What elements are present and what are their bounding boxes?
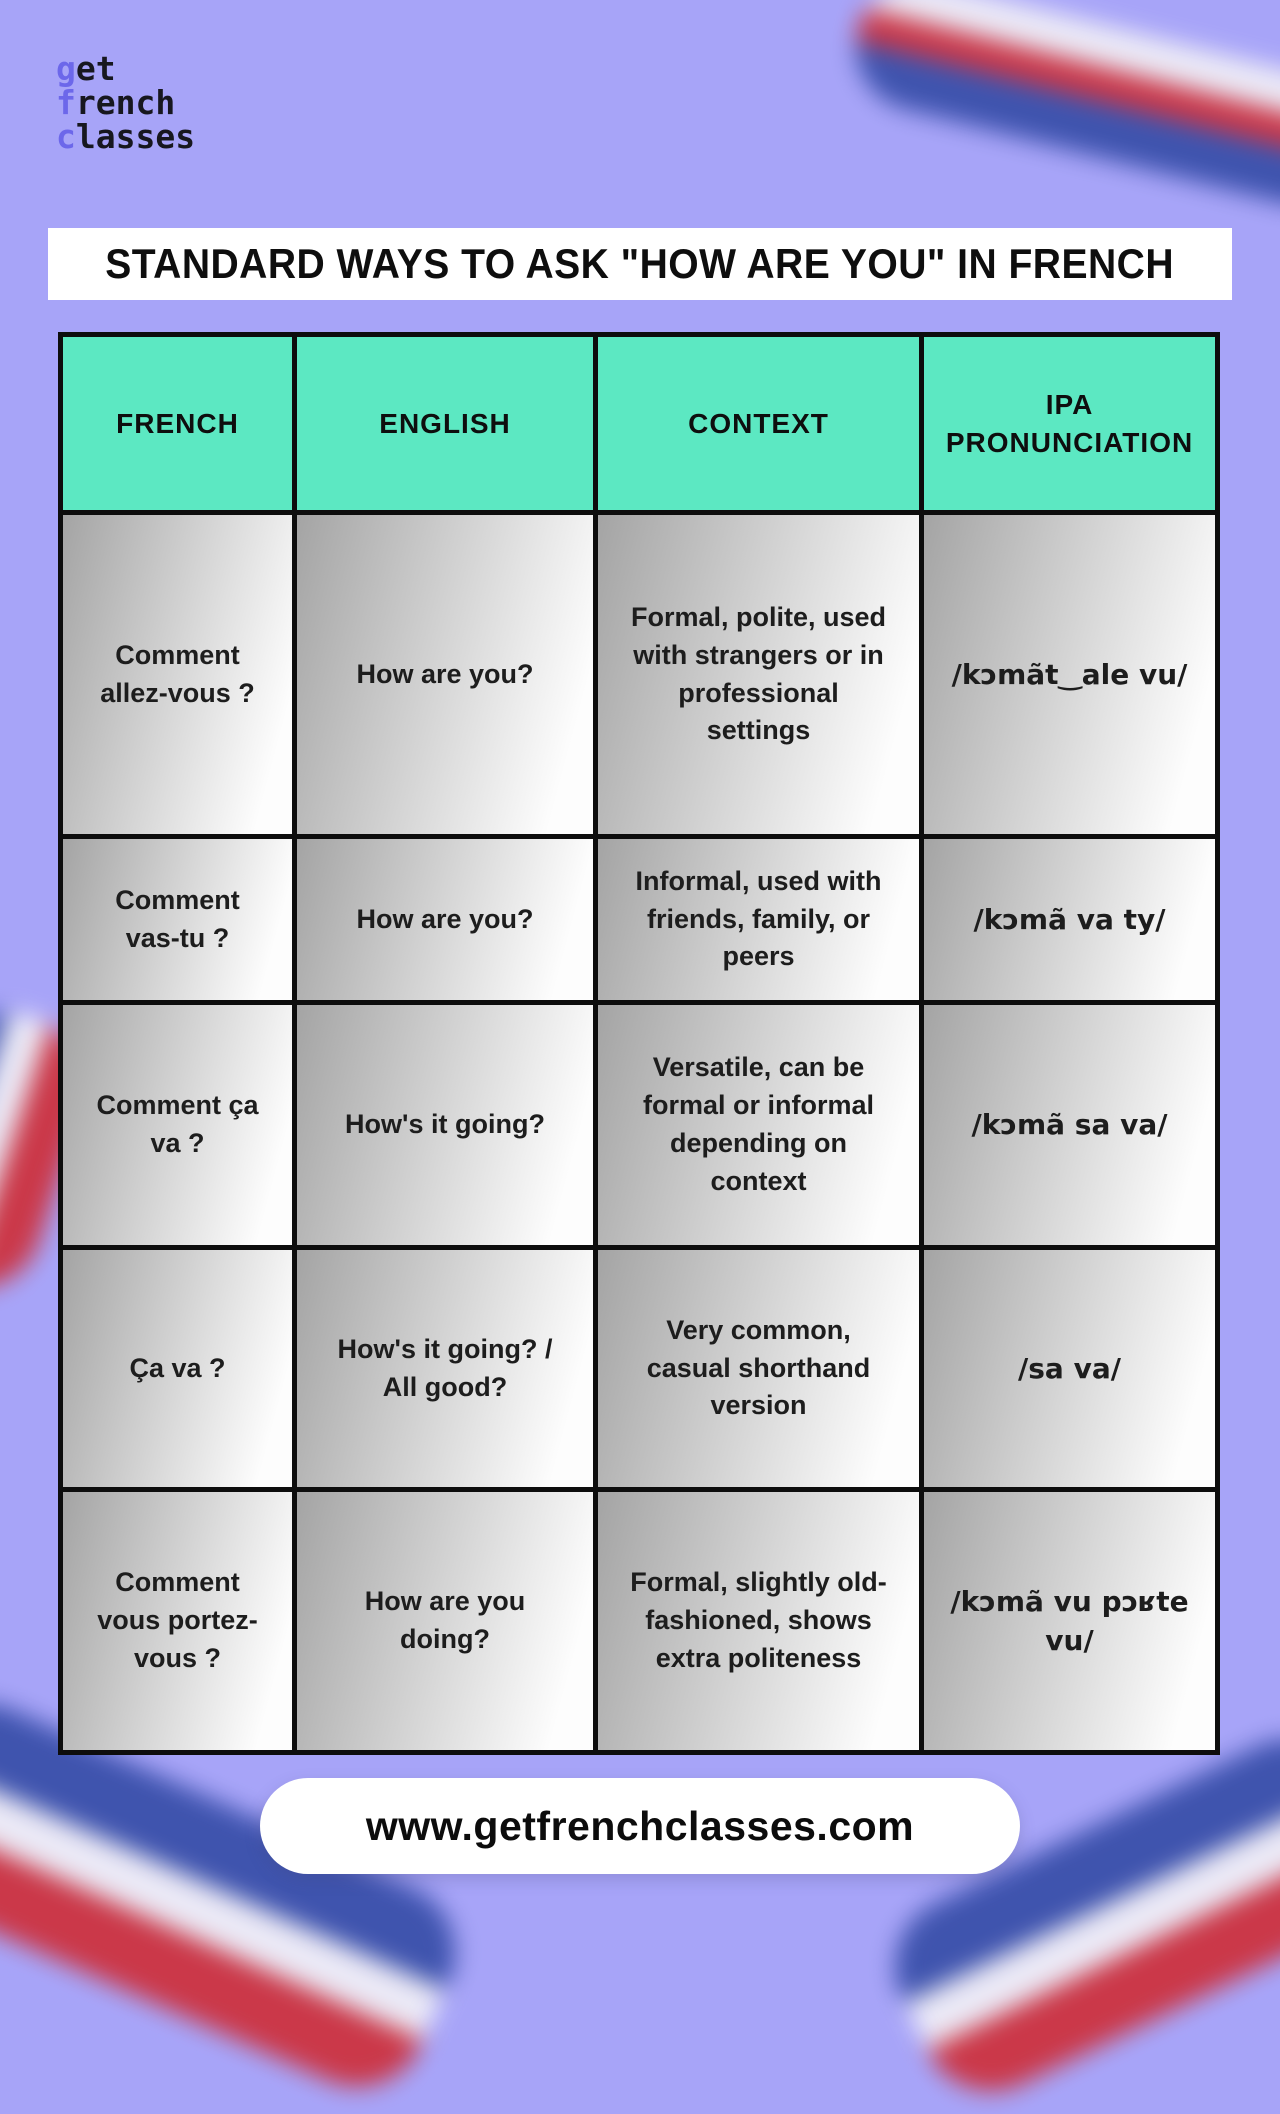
english-translation-cell: How are you? [297,839,593,1000]
english-translation-cell: How are you doing? [297,1492,593,1750]
french-phrase-cell: Comment ça va ? [63,1005,292,1245]
context-cell: Versatile, can be formal or informal depending on context [598,1005,919,1245]
column-header-ipa: IPA PRONUNCIATION [924,337,1215,510]
ipa-pronunciation-cell: /kɔmã sa va/ [924,1005,1215,1245]
column-header-context: CONTEXT [598,337,919,510]
context-cell: Formal, polite, used with strangers or in professional settings [598,515,919,834]
website-url: www.getfrenchclasses.com [365,1802,915,1849]
brand-logo [56,49,196,156]
ipa-pronunciation-cell: /kɔmã va ty/ [924,839,1215,1000]
column-header-english: ENGLISH [297,337,593,510]
context-cell: Very common, casual shorthand version [598,1250,919,1487]
ipa-pronunciation-cell: /sa va/ [924,1250,1215,1487]
phrases-table [58,332,1220,1755]
english-translation-cell: How's it going? / All good? [297,1250,593,1487]
title-banner [48,228,1232,300]
logo-word-get: get [56,49,116,88]
logo-word-french: french [56,82,176,122]
page-title: STANDARD WAYS TO ASK "HOW ARE YOU" IN FRENCH [105,240,1175,287]
ipa-pronunciation-cell: /kɔmã vu pɔʁte vu/ [924,1492,1215,1750]
french-phrase-cell: Comment allez-vous ? [63,515,292,834]
french-flag-ribbon-top-right [842,0,1280,219]
column-header-french: FRENCH [63,337,292,510]
french-flag-ribbon-bottom-right [871,1716,1280,2114]
english-translation-cell: How are you? [297,515,593,834]
english-translation-cell: How's it going? [297,1005,593,1245]
french-phrase-cell: Comment vas-tu ? [63,839,292,1000]
ipa-pronunciation-cell: /kɔmãt‿ale vu/ [924,515,1215,834]
logo-word-classes: classes [56,116,196,156]
context-cell: Formal, slightly old-fashioned, shows extra politeness [598,1492,919,1750]
french-phrase-cell: Ça va ? [63,1250,292,1487]
french-phrase-cell: Comment vous portez-vous ? [63,1492,292,1750]
context-cell: Informal, used with friends, family, or peers [598,839,919,1000]
website-pill[interactable] [260,1778,1020,1874]
